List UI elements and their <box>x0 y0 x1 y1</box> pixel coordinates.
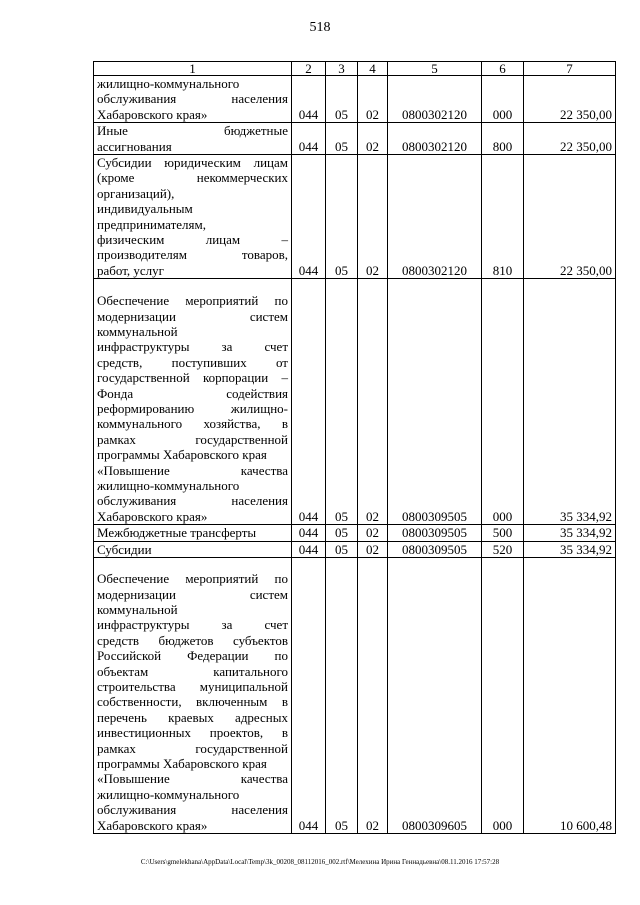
ministry-code: 044 <box>292 279 326 525</box>
expense-type-code: 810 <box>482 155 524 279</box>
subsection-code: 02 <box>358 279 388 525</box>
description-line: средств бюджетов субъектов <box>97 632 288 648</box>
description-line: работ, услуг <box>97 262 165 278</box>
description-line: государственной корпорации – <box>97 370 288 386</box>
ministry-code: 044 <box>292 541 326 557</box>
row-description <box>94 76 292 123</box>
amount: 22 350,00 <box>524 155 616 279</box>
target-article-code: 0800302120 <box>388 76 482 123</box>
expense-type-code: 500 <box>482 525 524 541</box>
description-line: Обеспечение мероприятий по <box>97 571 288 587</box>
target-article-code: 0800309505 <box>388 541 482 557</box>
description-line: производителям товаров, <box>97 247 288 263</box>
column-header-3: 3 <box>326 62 358 76</box>
description-line: Хабаровского края» <box>97 106 208 122</box>
description-line: программы Хабаровского края <box>97 756 267 772</box>
description-line: модернизации систем <box>97 308 288 324</box>
subsection-code: 02 <box>358 558 388 834</box>
description-line: Фонда содействия <box>97 385 288 401</box>
row-description <box>94 155 292 279</box>
amount: 35 334,92 <box>524 541 616 557</box>
subsection-code: 02 <box>358 76 388 123</box>
section-code: 05 <box>326 279 358 525</box>
description-line: жилищно-коммунального <box>97 76 240 91</box>
target-article-code: 0800309505 <box>388 279 482 525</box>
expense-type-code: 000 <box>482 558 524 834</box>
description-line: рамках государственной <box>97 431 288 447</box>
column-header-4: 4 <box>358 62 388 76</box>
description-line: коммунального хозяйства, в <box>97 416 288 432</box>
description-line: организаций), <box>97 185 175 201</box>
table-row <box>94 123 616 155</box>
table-header-row <box>94 62 616 76</box>
section-code: 05 <box>326 155 358 279</box>
description-line: жилищно-коммунального <box>97 478 240 494</box>
target-article-code: 0800302120 <box>388 123 482 155</box>
table-row <box>94 541 616 557</box>
description-line: Хабаровского края» <box>97 508 208 524</box>
description-line: собственности, включенным в <box>97 694 288 710</box>
description-line: коммунальной <box>97 602 178 617</box>
amount: 35 334,92 <box>524 279 616 525</box>
expense-type-code: 520 <box>482 541 524 557</box>
subsection-code: 02 <box>358 541 388 557</box>
amount: 10 600,48 <box>524 558 616 834</box>
description-line: инфраструктуры за счет <box>97 617 288 633</box>
expense-type-code: 000 <box>482 76 524 123</box>
row-description <box>94 279 292 525</box>
column-header-2: 2 <box>292 62 326 76</box>
description-line: обслуживания населения <box>97 493 288 509</box>
table-row <box>94 525 616 541</box>
amount: 35 334,92 <box>524 525 616 541</box>
section-code: 05 <box>326 76 358 123</box>
section-code: 05 <box>326 541 358 557</box>
ministry-code: 044 <box>292 558 326 834</box>
table-row <box>94 76 616 123</box>
section-code: 05 <box>326 558 358 834</box>
description-line: Иные бюджетные <box>97 123 288 139</box>
description-line: Субсидии юридическим лицам <box>97 155 288 171</box>
ministry-code: 044 <box>292 123 326 155</box>
column-header-5: 5 <box>388 62 482 76</box>
description-line: обслуживания населения <box>97 802 288 818</box>
description-line: реформированию жилищно- <box>97 401 288 417</box>
target-article-code: 0800309605 <box>388 558 482 834</box>
description-line: ассигнования <box>97 138 172 154</box>
description-line: рамках государственной <box>97 740 288 756</box>
column-header-7: 7 <box>524 62 616 76</box>
description-line: средств, поступивших от <box>97 354 288 370</box>
description-line: индивидуальным <box>97 201 193 217</box>
description-line: (кроме некоммерческих <box>97 170 288 186</box>
description-line: объектам капитального <box>97 663 288 679</box>
column-header-6: 6 <box>482 62 524 76</box>
description-line: модернизации систем <box>97 586 288 602</box>
subsection-code: 02 <box>358 155 388 279</box>
description-line: Российской Федерации по <box>97 648 288 664</box>
amount: 22 350,00 <box>524 76 616 123</box>
ministry-code: 044 <box>292 155 326 279</box>
description-line: жилищно-коммунального <box>97 786 240 802</box>
table-row <box>94 558 616 834</box>
amount: 22 350,00 <box>524 123 616 155</box>
table-row <box>94 155 616 279</box>
description-line: строительства муниципальной <box>97 679 288 695</box>
description-line: программы Хабаровского края <box>97 447 267 463</box>
budget-table <box>93 61 616 834</box>
description-line: инфраструктуры за счет <box>97 339 288 355</box>
description-line: перечень краевых адресных <box>97 709 288 725</box>
subsection-code: 02 <box>358 123 388 155</box>
page-number: 518 <box>309 20 331 35</box>
row-description <box>94 123 292 155</box>
description-line: коммунальной <box>97 324 178 339</box>
description-line: Субсидии <box>97 541 152 557</box>
target-article-code: 0800302120 <box>388 155 482 279</box>
expense-type-code: 800 <box>482 123 524 155</box>
subsection-code: 02 <box>358 525 388 541</box>
description-line: Обеспечение мероприятий по <box>97 293 288 309</box>
description-line: обслуживания населения <box>97 91 288 107</box>
column-header-1: 1 <box>94 62 292 76</box>
ministry-code: 044 <box>292 76 326 123</box>
row-description <box>94 558 292 834</box>
description-line: физическим лицам – <box>97 232 288 248</box>
expense-type-code: 000 <box>482 279 524 525</box>
footer-file-path: C:\Users\gmelekhana\AppData\Local\Temp\3k_00208_08112016_002.rtf\Мелехина Ирина Геннадьевна\08.11.2016 17:57:28 <box>140 858 500 866</box>
description-line: Хабаровского края» <box>97 817 208 833</box>
target-article-code: 0800309505 <box>388 525 482 541</box>
section-code: 05 <box>326 123 358 155</box>
description-line: предпринимателям, <box>97 216 206 232</box>
ministry-code: 044 <box>292 525 326 541</box>
row-description <box>94 525 292 541</box>
description-line: «Повышение качества <box>97 771 288 787</box>
table-row <box>94 279 616 525</box>
description-line: «Повышение качества <box>97 462 288 478</box>
row-description <box>94 541 292 557</box>
section-code: 05 <box>326 525 358 541</box>
description-line: Межбюджетные трансферты <box>97 525 257 541</box>
description-line: инвестиционных проектов, в <box>97 725 288 741</box>
